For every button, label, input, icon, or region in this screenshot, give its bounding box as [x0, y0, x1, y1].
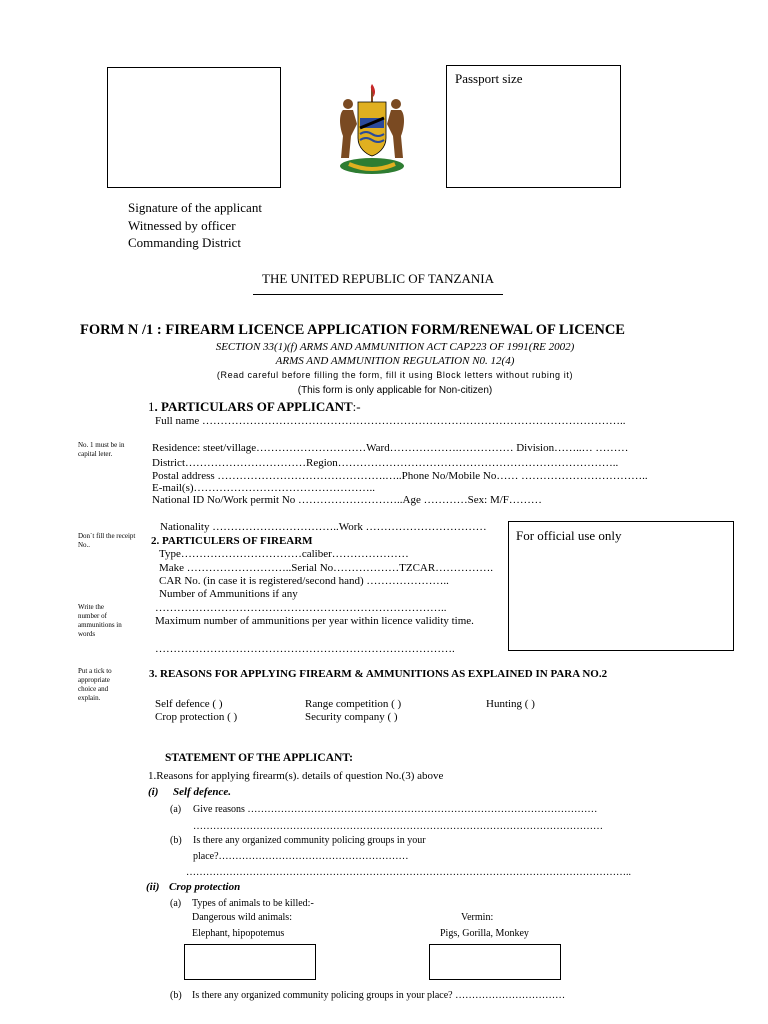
hunting-choice[interactable]: Hunting ( ) — [486, 698, 535, 710]
passport-size-label: Passport size — [455, 71, 523, 86]
crop-policing-label: (b) — [170, 990, 182, 1001]
reasons-intro: 1.Reasons for applying firearm(s). details of question No.(3) above — [148, 770, 444, 782]
ammunition-count-label: Number of Ammunitions if any — [159, 588, 298, 600]
signature-line-1: Signature of the applicant — [128, 200, 262, 215]
give-reasons-field[interactable]: Give reasons …………………………………………………………………………………………… — [193, 804, 598, 815]
crop-protection-number: (ii) — [146, 881, 160, 893]
section1-heading — [148, 399, 361, 415]
vermin-examples: Pigs, Gorilla, Monkey — [440, 928, 529, 939]
noncitizen-note: (This form is only applicable for Non-citizen) — [297, 385, 493, 396]
animal-types-text: Types of animals to be killed:- — [192, 898, 314, 909]
range-competition-choice[interactable]: Range competition ( ) — [305, 698, 402, 710]
emblem-figure-left — [340, 110, 357, 158]
emblem-shield — [358, 102, 386, 156]
official-use-label: For official use only — [516, 528, 622, 543]
section1-heading-suffix: :- — [352, 399, 361, 414]
policing-groups-field[interactable]: place?………………………………………………… — [193, 851, 409, 862]
crop-policing-field[interactable]: Is there any organized community policing groups in your place? …………………………… — [192, 990, 566, 1001]
dangerous-animals-examples: Elephant, hipopotemus — [192, 928, 285, 939]
security-company-choice[interactable]: Security company ( ) — [305, 711, 398, 723]
self-defence-number: (i) — [148, 786, 159, 798]
nationality-field[interactable]: Nationality ……………………………..Work …………………………… — [160, 521, 487, 533]
crop-protection-title: Crop protection — [169, 881, 241, 893]
section1-number: 1 — [148, 399, 155, 414]
signature-line-3: Commanding District — [128, 235, 242, 250]
section3-heading: 3. REASONS FOR APPLYING FIREARM & AMMUNITIONS AS EXPLAINED IN PARA NO.2 — [149, 668, 608, 680]
emblem-head-right — [391, 99, 401, 109]
side-note-capital-letters: No. 1 must be in capital leter. — [78, 441, 125, 458]
act-section-line: SECTION 33(1)(f) ARMS AND AMMUNITION ACT CAP223 OF 1991(RE 2002) — [215, 341, 575, 353]
republic-underline — [253, 294, 503, 295]
email-field[interactable]: E-mail(s)………………………………………….. — [152, 482, 376, 494]
policing-groups-question: Is there any organized community policing groups in your — [193, 835, 426, 846]
max-ammunition-label: Maximum number of ammunitions per year within licence validity time. — [155, 615, 474, 627]
national-id-field[interactable]: National ID No/Work permit No ………………………..Age …………Sex: M/F……… — [152, 494, 542, 506]
section2-heading: 2. PARTICULERS OF FIREARM — [151, 535, 313, 547]
dangerous-animals-label: Dangerous wild animals: — [192, 912, 292, 923]
republic-title: THE UNITED REPUBLIC OF TANZANIA — [262, 271, 494, 286]
side-note-tick-choice: Put a tick to appropriate choice and explain. — [78, 667, 112, 702]
crop-protection-choice[interactable]: Crop protection ( ) — [155, 711, 238, 723]
residence-field[interactable]: Residence: steet/village…………………………Ward……………….…………… Division……..… ……… — [152, 442, 629, 454]
side-note-ammunition-words: Write the number of ammunitions in words — [78, 603, 122, 638]
form-title: FORM N /1 : FIREARM LICENCE APPLICATION FORM/RENEWAL OF LICENCE — [80, 322, 625, 338]
emblem-head-left — [343, 99, 353, 109]
make-serial-field[interactable]: Make ………………………..Serial No………………TZCAR……………. — [159, 562, 493, 574]
side-note-receipt: Don`t fill the receipt No.. — [78, 532, 136, 549]
postal-address-field[interactable]: Postal address ……………………………………….…..Phone No/Mobile No…… …………………………….. — [152, 470, 648, 482]
ammunition-count-field[interactable]: …………………………………………………………………….. — [155, 602, 447, 614]
section1-heading-text: . PARTICULARS OF APPLICANT — [154, 399, 353, 414]
self-defence-title: Self defence. — [173, 786, 232, 798]
statement-heading: STATEMENT OF THE APPLICANT: — [165, 752, 353, 764]
full-name-field[interactable]: Full name …………………………………………………………………………………………………….. — [155, 415, 626, 427]
self-defence-choice[interactable]: Self defence ( ) — [155, 698, 223, 710]
max-ammunition-field[interactable]: ………………………………………………………………………. — [155, 643, 455, 655]
policing-groups-field-line3[interactable]: …………………………………………………………………………………………………………………….. — [186, 867, 631, 878]
district-field[interactable]: District……………………………Region………………………………………………………………….. — [152, 457, 619, 469]
signature-line-2: Witnessed by officer — [128, 218, 236, 233]
animal-types-label: (a) — [170, 898, 182, 909]
dangerous-animals-box[interactable] — [184, 944, 316, 980]
vermin-label: Vermin: — [461, 912, 494, 923]
give-reasons-field-line2[interactable]: …………………………………………………………………………………………………………… — [193, 821, 603, 832]
coat-of-arms-emblem — [331, 80, 413, 180]
give-reasons-label: (a) — [170, 804, 182, 815]
car-number-field[interactable]: CAR No. (in case it is registered/second hand) ………………….. — [159, 575, 449, 587]
type-caliber-field[interactable]: Type……………………………caliber………………… — [159, 548, 409, 560]
vermin-box[interactable] — [429, 944, 561, 980]
instruction-line: (Read careful before filling the form, fill it using Block letters without rubing it) — [216, 370, 574, 380]
regulation-line: ARMS AND AMMUNITION REGULATION N0. 12(4) — [275, 355, 515, 367]
signature-photo-box — [107, 67, 281, 188]
policing-groups-label: (b) — [170, 835, 182, 846]
emblem-figure-right — [387, 110, 404, 158]
